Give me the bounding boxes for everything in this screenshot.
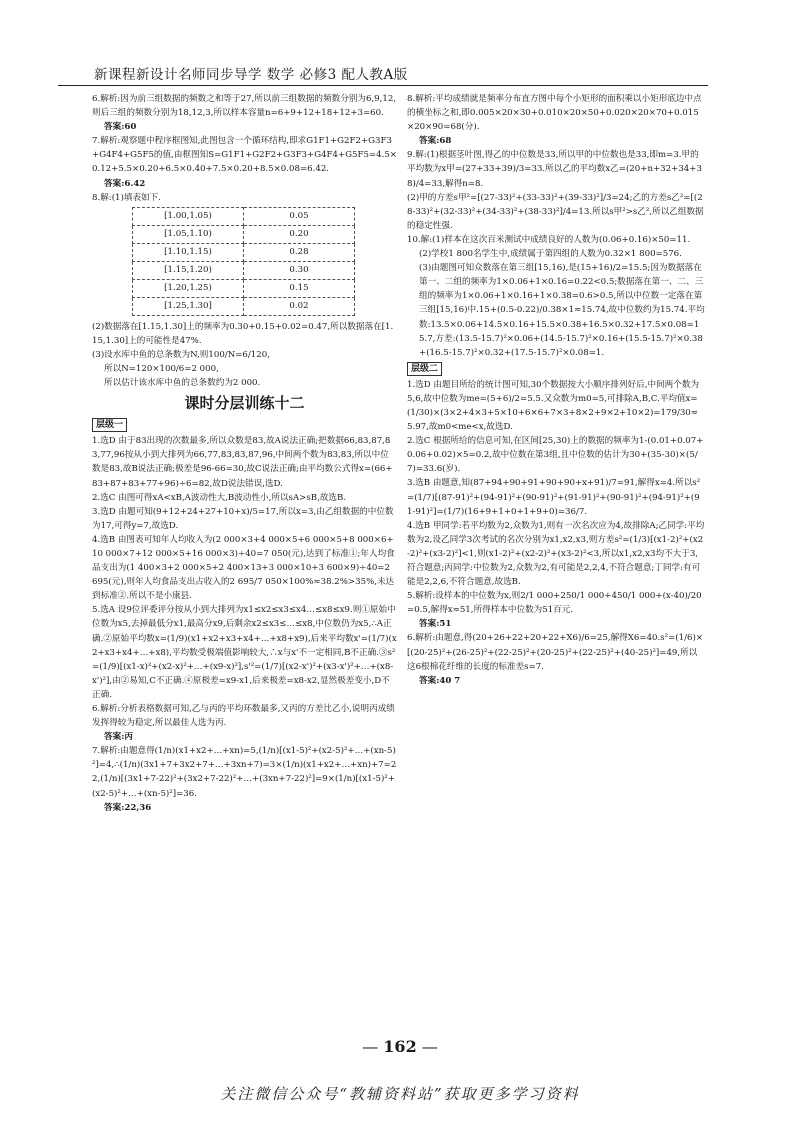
section-title: 课时分层训练十二 xyxy=(184,394,305,413)
answer-item: (2)甲的方差s甲²=[(27-33)²+(33-33)²+(39-33)²]/3=24;乙的方差s乙²=[(28-33)²+(32-33)²+(34-33)²+(38-33)²]/4=13.所以s甲²>s乙²,所以乙组数据的稳定性强. xyxy=(407,192,704,231)
answer-item: 所以估计该水库中鱼的总条数约为2 000. xyxy=(104,378,261,389)
table-row xyxy=(133,261,355,279)
table-cell: 0.28 xyxy=(244,243,355,261)
table-cell: [1.15,1.20) xyxy=(133,261,244,279)
answer-line: 答案:51 xyxy=(419,619,452,630)
table-row xyxy=(133,297,355,315)
answer-item: 10.解:(1)样本在这次百米测试中成绩良好的人数为(0.06+0.16)×50=11. xyxy=(407,234,691,245)
answer-item: (2)学校1 800名学生中,成绩属于第四组的人数为0.32×1 800=576. xyxy=(419,249,682,260)
answer-item: 5.选A 设9位评委评分按从小到大排列为x1≤x2≤x3≤x4…≤x8≤x9.则①原始中位数为x5,去掉最低分x1,最高分x9,后剩余x2≤x3≤…≤x8,中位数仍为x5,∴A正确.②原始平均数x=(1/9)(x1+x2+x3+x4+…+x8+x9),后来平均数x'=(1/7)(x2+x3+x4+…+x8),平均数受极端值影响较大,∴x与x'不一定相同,B不正确.③s²=(1/9)[(x1-x)²+(x2-x)²+…+(x9-x)²],s'²=(1/7)[(x2-x')²+(x3-x')²+…+(x8-x')²],由②易知,C不正确.④原极差=x9-x1,后来极差=x8-x2,显然极差变小,D不正确. xyxy=(92,605,397,700)
answer-item: 所以N=120×100/6=2 000, xyxy=(104,364,219,375)
answer-line: 答案:22,36 xyxy=(104,802,152,813)
right-column xyxy=(407,92,705,688)
answer-item: 2.选C 根据所给的信息可知,在区间[25,30)上的数据的频率为1-(0.01+0.07+0.06+0.02)×5=0.2,故中位数在第3组,且中位数的估计为30+(35-30)×(5/7)=33.6(岁). xyxy=(407,436,704,475)
answer-line: 答案:60 xyxy=(104,122,137,133)
table-cell: [1.00,1.05) xyxy=(133,207,244,225)
frequency-table xyxy=(132,207,355,316)
table-cell: 0.20 xyxy=(244,225,355,243)
answer-item: 3.选D 由题可知(9+12+24+27+10+x)/5=17,所以x=3,由乙组数据的中位数为17,可得y=7,故选D. xyxy=(92,506,394,531)
answer-item: 6.解析:由题意,得(20+26+22+20+22+X6)/6=25,解得X6=40.s²=(1/6)×[(20-25)²+(26-25)²+(22-25)²+(20-25)²+(22-25)²+(40-25)²]=49,所以这6根棉花纤维的长度的标准差s=7. xyxy=(407,633,704,672)
table-cell: 0.30 xyxy=(244,261,355,279)
answer-line: 答案:丙 xyxy=(104,732,133,743)
answer-item: 8.解析:平均成绩就是频率分布直方图中每个小矩形的面积乘以小矩形底边中点的横坐标之和,即0.005×20×30+0.010×20×50+0.020×20×70+0.015×20×90=68(分). xyxy=(407,94,702,133)
header-title: 新课程新设计名师同步导学 数学 必修3 配人教A版 xyxy=(94,67,408,83)
page-number-text: 162 xyxy=(383,1037,417,1056)
table-cell: 0.15 xyxy=(244,279,355,297)
answer-item: 1.选D 由题目所给的统计图可知,30个数据按大小顺序排列好后,中间两个数为5,6,故中位数为me=(5+6)/2=5.5.又众数为m0=5,可排除A,B,C.平均值x=(1/30)×(3×2+4×3+5×10+6×6+7×3+8×2+9×2+10×2)=179/30≈5.97,故m0<me<x,故选D. xyxy=(407,379,700,433)
table-row xyxy=(133,243,355,261)
level-one-badge: 层级一 xyxy=(92,418,127,432)
table-cell: [1.25,1.30] xyxy=(133,297,244,315)
table-row xyxy=(133,279,355,297)
answer-line: 答案:40 7 xyxy=(419,675,461,686)
answer-item: 2.选C 由图可得xA<xB,A波动性大,B波动性小,所以sA>sB,故选B. xyxy=(92,492,347,503)
footer-watermark: 关注微信公众号“教辅资料站”获取更多学习资料 xyxy=(220,1085,580,1103)
answer-item: 9.解:(1)根据茎叶图,得乙的中位数是33,所以甲的中位数也是33,即m=3.甲的平均数为x甲=(27+33+39)/3=33.所以乙的平均数x乙=(20+n+32+34+38)/4=33,解得n=8. xyxy=(407,150,702,189)
table-cell: [1.20,1.25) xyxy=(133,279,244,297)
answer-item: 5.解析:设样本的中位数为x,则2/1 000+250/1 000+450/1 000+(x-40)/20=0.5,解得x≈51,所得样本中位数为51百元. xyxy=(407,591,702,616)
answer-line: 答案:6.42 xyxy=(104,178,146,189)
table-cell: [1.05,1.10) xyxy=(133,225,244,243)
answer-item: 4.选B 由图表可知年人均收入为(2 000×3+4 000×5+6 000×5+8 000×6+10 000×7+12 000×5+16 000×3)÷40=7 050(元),达到了标准①;年人均食品支出为(1 400×3+2 000×5+2 400×13+3 000×10+3 600×9)÷40=2 695(元),则年人均食品支出占收入的2 695/7 050×100%≈38.2%>35%,未达到标准②.所以不是小康县. xyxy=(92,534,395,602)
answer-item: (3)由题图可知众数落在第三组[15,16),是(15+16)/2=15.5;因为数据落在第一、二组的频率为1×0.06+1×0.16=0.22<0.5;数据落在第一、二、三组的频率为1×0.06+1×0.16+1×0.38=0.6>0.5,所以中位数一定落在第三组[15,16)中.15+(0.5-0.22)/0.38×1≈15.74,故中位数约为15.74.平均数:13.5×0.06+14.5×0.16+15.5×0.38+16.5×0.32+17.5×0.08=15.7,方差:(13.5-15.7)²×0.06+(14.5-15.7)²×0.16+(15.5-15.7)²×0.38+(16.5-15.7)²×0.32+(17.5-15.7)²×0.08=1. xyxy=(419,263,705,358)
answer-item: (3)设水库中鱼的总条数为N,则100/N=6/120, xyxy=(92,349,270,360)
table-row xyxy=(133,207,355,225)
page-number: — 162 — xyxy=(362,1037,438,1056)
table-cell: 0.05 xyxy=(244,207,355,225)
answer-item: 8.解:(1)填表如下. xyxy=(92,192,161,203)
table-row xyxy=(133,225,355,243)
table-cell: [1.10,1.15) xyxy=(133,243,244,261)
left-column xyxy=(92,92,397,815)
page-header xyxy=(58,57,708,86)
answer-item: 7.解析:由题意得(1/n)(x1+x2+…+xn)=5,(1/n)[(x1-5)²+(x2-5)²+…+(xn-5)²]=4,∴(1/n)(3x1+7+3x2+7+…+3xn+7)=3×(1/n)(x1+x2+…+xn)+7=22,(1/n)[(3x1+7-22)²+(3x2+7-22)²+…+(3xn+7-22)²]=9×(1/n)[(x1-5)²+(x2-5)²+…+(xn-5)²]=36. xyxy=(92,746,397,799)
answer-item: (2)数据落在[1.15,1.30]上的频率为0.30+0.15+0.02=0.47,所以数据落在[1.15,1.30]上的可能性是47%. xyxy=(92,321,394,346)
answer-item: 1.选D 由于83出现的次数最多,所以众数是83,故A说法正确;把数据66,83,87,83,77,96按从小到大排列为66,77,83,83,87,96,中间两个数为83,83,所以中位数是83,故B说法正确;极差是96-66=30,故C说法正确;由平均数公式得x=(66+83+87+83+77+96)÷6=82,故D说法错误,选D. xyxy=(92,436,393,489)
answer-item: 6.解析:因为前三组数据的频数之和等于27,所以前三组数据的频数分别为6,9,12,则后三组的频数分别为18,12,3,所以样本容量n=6+9+12+18+12+3=60. xyxy=(92,94,397,119)
level-two-badge: 层级二 xyxy=(407,362,442,376)
answer-item: 4.选B 甲同学:若平均数为2,众数为1,则有一次名次应为4,故排除A;乙同学:平均数为2,设乙同学3次考试的名次分别为x1,x2,x3,则方差s²=(1/3)[(x1-2)²+(x2-2)²+(x3-2)²]<1,则(x1-2)²+(x2-2)²+(x3-2)²<3,所以x1,x2,x3均不大于3,符合题意;丙同学:中位数为2,众数为2,有可能是2,2,4,不符合题意;丁同学:有可能是2,2,6,不符合题意,故选B. xyxy=(407,520,705,588)
answer-item: 3.选B 由题意,知(87+94+90+91+90+90+x+91)/7=91,解得x=4.所以s²=(1/7)[(87-91)²+(94-91)²+(90-91)²+(91-91)²+(90-91)²+(94-91)²+(91-91)²]=(1/7)(16+9+1+0+1+9+0)=36/7. xyxy=(407,478,701,517)
answer-item: 6.解析:分析表格数据可知,乙与丙的平均环数最多,又丙的方差比乙小,说明丙成绩发挥得较为稳定,所以最佳人选为丙. xyxy=(92,704,395,729)
answer-line: 答案:68 xyxy=(419,136,452,147)
table-cell: 0.02 xyxy=(244,297,355,315)
answer-item: 7.解析:观察题中程序框图知,此图包含一个循环结构,即求G1F1+G2F2+G3F3+G4F4+G5F5的值,由框图知S=G1F1+G2F2+G3F3+G4F4+G5F5=4.5×0.12+5.5×0.20+6.5×0.40+7.5×0.20+8.5×0.08=6.42. xyxy=(92,136,397,175)
